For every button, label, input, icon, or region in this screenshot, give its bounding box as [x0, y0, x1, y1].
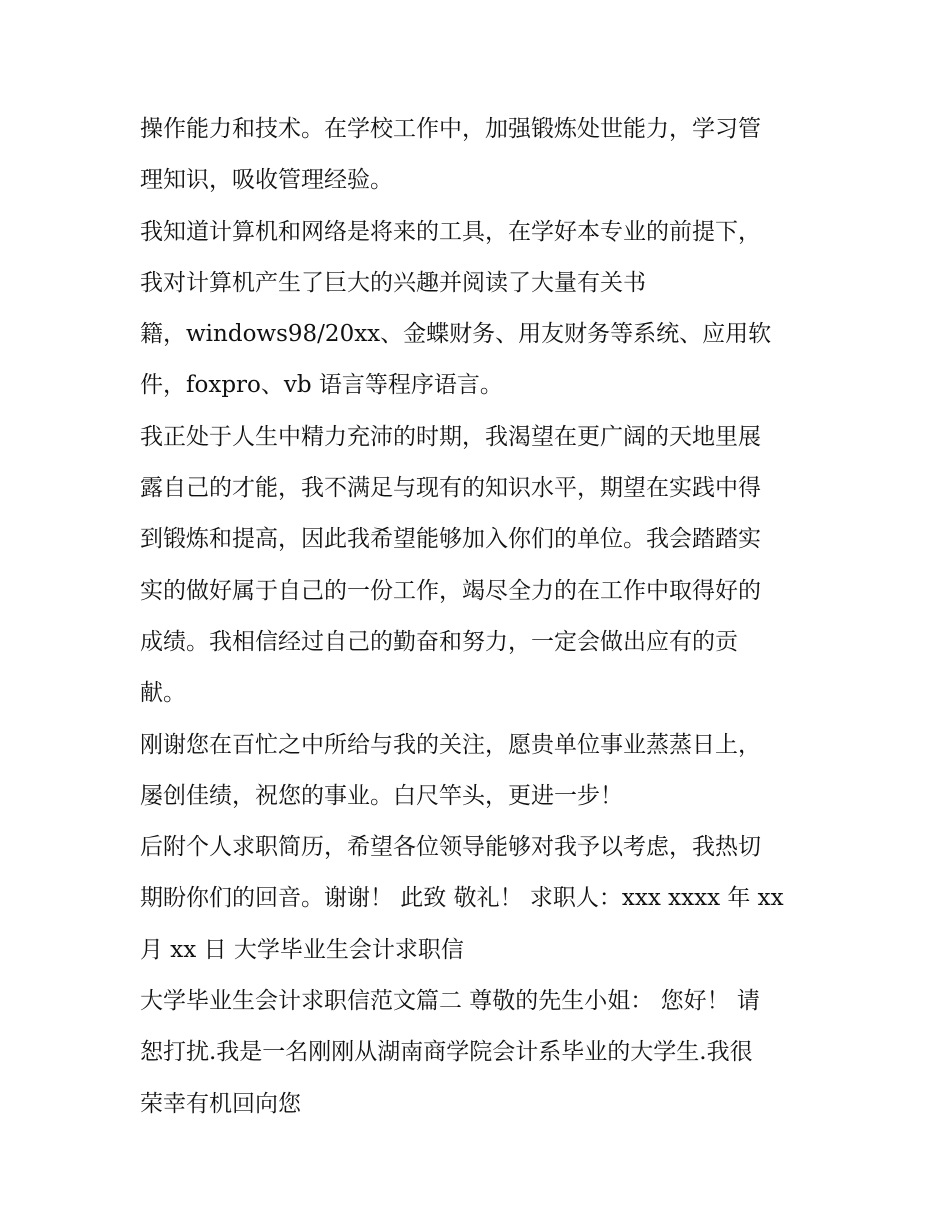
- text-line: 大学毕业生会计求职信范文篇二 尊敬的先生小姐： 您好！ 请: [140, 988, 760, 1015]
- text-line: 屡创佳绩，祝您的事业。白尺竿头，更进一步！: [140, 782, 623, 809]
- text-line: 理知识，吸收管理经验。: [140, 167, 393, 194]
- text-line: 实的做好属于自己的一份工作，竭尽全力的在工作中取得好的: [140, 577, 761, 604]
- text-line: 后附个人求职简历，希望各位领导能够对我予以考虑，我热切: [140, 834, 761, 861]
- text-line: 到锻炼和提高，因此我希望能够加入你们的单位。我会踏踏实: [140, 526, 761, 553]
- text-line: 我正处于人生中精力充沛的时期，我渴望在更广阔的天地里展: [140, 423, 761, 450]
- text-line: 荣幸有机回向您: [140, 1090, 301, 1117]
- document-body: [140, 104, 820, 1130]
- text-line: 操作能力和技术。在学校工作中，加强锻炼处世能力，学习管: [140, 116, 761, 142]
- text-line: 期盼你们的回音。谢谢！ 此致 敬礼！ 求职人：xxx xxxx 年 xx: [140, 885, 784, 912]
- text-line: 恕打扰.我是一名刚刚从湖南商学院会计系毕业的大学生.我很: [140, 1039, 753, 1066]
- text-line: 我对计算机产生了巨大的兴趣并阅读了大量有关书: [140, 269, 646, 296]
- text-line: 露自己的才能，我不满足与现有的知识水平，期望在实践中得: [140, 475, 761, 502]
- text-line: 刚谢您在百忙之中所给与我的关注，愿贵单位事业蒸蒸日上，: [140, 731, 761, 758]
- text-line: 件，foxpro、vb 语言等程序语言。: [140, 372, 503, 399]
- text-line: 籍，windows98/20xx、金蝶财务、用友财务等系统、应用软: [140, 321, 772, 348]
- text-line: 月 xx 日 大学毕业生会计求职信: [140, 936, 464, 963]
- text-line: 成绩。我相信经过自己的勤奋和努力，一定会做出应有的贡: [140, 628, 738, 655]
- text-line: 我知道计算机和网络是将来的工具，在学好本专业的前提下，: [140, 218, 761, 245]
- text-line: 献。: [140, 680, 186, 707]
